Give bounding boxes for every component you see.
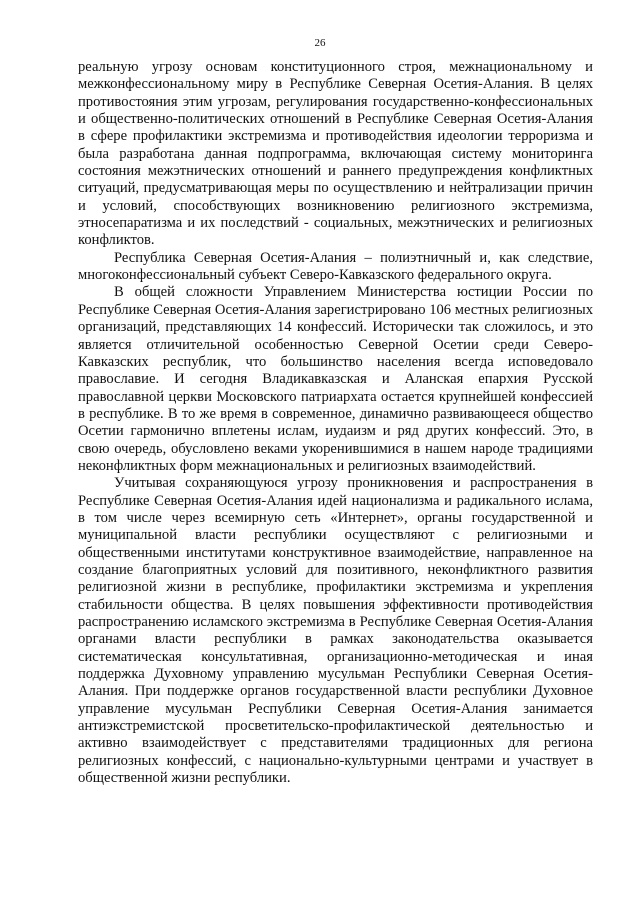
paragraph-1: реальную угрозу основам конституционного строя, межнациональному и межконфессиональному миру в Республике Северная Осетия-Алания. В целях противостояния этим угрозам, регулирования государственно-конфессиональных и общественно-политических отношений в Республике Северная Осетия-Алания в сфере профилактики экстремизма и противодействия идеологии терроризма и была разработана данная подпрограмма, включающая систему мониторинга состояния межэтнических отношений и раннего предупреждения конфликтных ситуаций, предусматривающая меры по осуществлению и нейтрализации причин и условий, способствующих возникновению религиозного экстремизма, этносепаратизма и их последствий - социальных, межэтнических и религиозных конфликтов. xyxy=(78,59,593,249)
page-number: 26 xyxy=(314,37,326,49)
body-text xyxy=(78,59,593,787)
paragraph-2: Республика Северная Осетия-Алания – полиэтничный и, как следствие, многоконфессиональный субъект Северо-Кавказского федерального округа. xyxy=(78,249,593,284)
paragraph-4: Учитывая сохраняющуюся угрозу проникновения и распространения в Республике Северная Осетия-Алания идей национализма и радикального ислама, в том числе через всемирную сеть «Интернет», органы государственной и муниципальной власти республики осуществляют с религиозными и общественными институтами конструктивное взаимодействие, направленное на создание благоприятных условий для позитивного, неконфликтного развития религиозной жизни в республике, профилактики экстремизма и укрепления стабильности общества. В целях повышения эффективности противодействия распространению исламского экстремизма в Республике Северная Осетия-Алания органами власти республики в рамках законодательства оказывается систематическая консультативная, организационно-методическая и иная поддержка Духовному управлению мусульман Республики Северная Осетия-Алания. При поддержке органов государственной власти республики Духовное управление мусульман Республики Северная Осетия-Алания занимается антиэкстремистской просветительско-профилактической деятельностью и активно взаимодействует с представителями традиционных для региона религиозных конфессий, с национально-культурными центрами и участвует в общественной жизни республики. xyxy=(78,475,593,787)
paragraph-3: В общей сложности Управлением Министерства юстиции России по Республике Северная Осетия-Алания зарегистрировано 106 местных религиозных организаций, представляющих 14 конфессий. Исторически так сложилось, и это является отличительной особенностью Северной Осетии среди Северо-Кавказских республик, что большинство населения всегда исповедовало православие. И сегодня Владикавказская и Аланская епархия Русской православной церкви Московского патриархата остается крупнейшей конфессией в республике. В то же время в современное, динамично развивающееся общество Осетии гармонично вплетены ислам, иудаизм и ряд других конфессий. Это, в свою очередь, обусловлено веками укоренившимися в нашем народе традициями неконфликтных форм межнациональных и религиозных взаимодействий. xyxy=(78,284,593,474)
